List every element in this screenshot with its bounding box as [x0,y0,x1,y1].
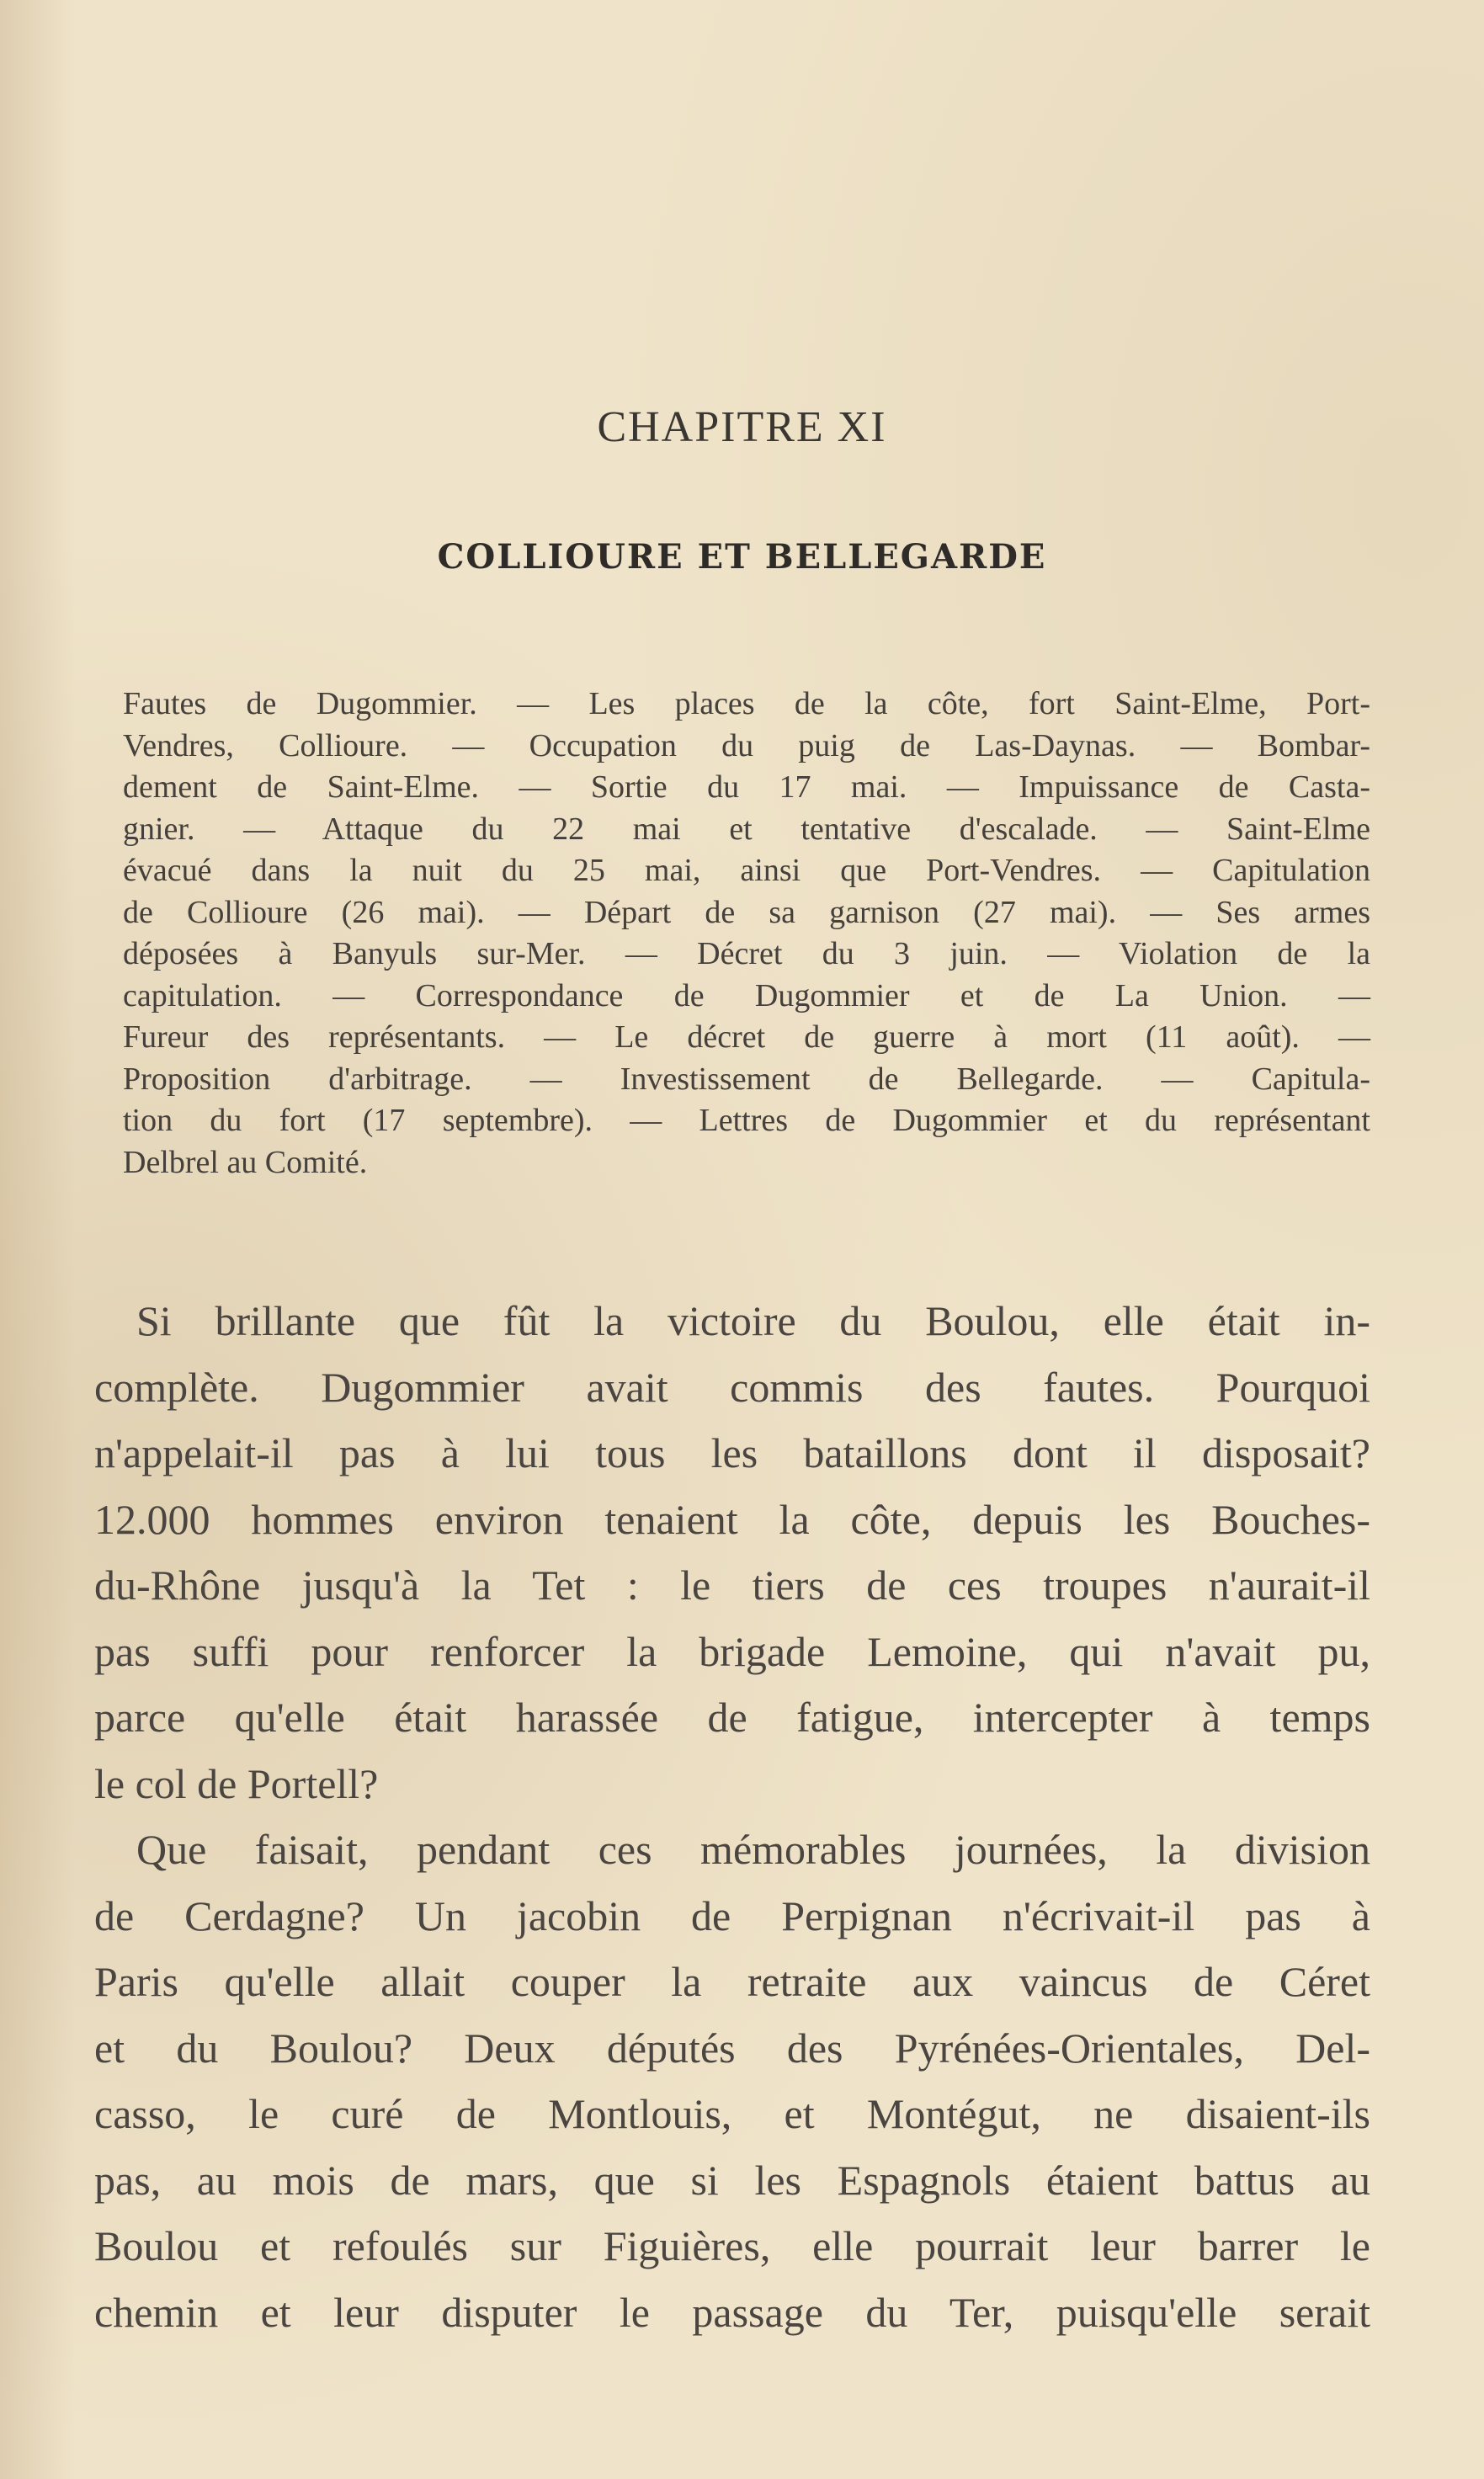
summary-line: déposées à Banyuls sur-Mer. — Décret du 3 juin. — Violation de la [123,936,1370,971]
body-line: le col de Portell? [94,1759,379,1807]
body-line: Boulou et refoulés sur Figuières, elle pourrait leur barrer le [94,2222,1370,2269]
body-line: pas, au mois de mars, que si les Espagnols étaient battus au [94,2156,1370,2204]
summary-line: capitulation. — Correspondance de Dugommier et de La Union. — [123,977,1370,1013]
body-line: n'appelait-il pas à lui tous les bataillons dont il disposait? [94,1429,1370,1476]
body-line: casso, le curé de Montlouis, et Montégut, ne disaient-ils [94,2090,1370,2137]
body-line: parce qu'elle était harassée de fatigue, intercepter à temps [94,1694,1370,1741]
summary-line: gnier. — Attaque du 22 mai et tentative d'escalade. — Saint-Elme [123,811,1370,847]
summary-line: évacué dans la nuit du 25 mai, ainsi que Port-Vendres. — Capitulation [123,853,1370,888]
summary-line: Fureur des représentants. — Le décret de guerre à mort (11 août). — [123,1019,1370,1055]
chapter-summary [123,684,1370,1184]
body-line: du-Rhône jusqu'à la Tet : le tiers de ces troupes n'aurait-il [94,1561,1370,1609]
body-line: 12.000 hommes environ tenaient la côte, depuis les Bouches- [94,1495,1370,1543]
summary-line: tion du fort (17 septembre). — Lettres de Dugommier et du représentant [123,1103,1370,1138]
summary-line: de Collioure (26 mai). — Départ de sa garnison (27 mai). — Ses armes [123,894,1370,930]
body-line: pas suffi pour renforcer la brigade Lemoine, qui n'avait pu, [94,1627,1370,1675]
body-line: complète. Dugommier avait commis des fautes. Pourquoi [94,1363,1370,1411]
body-line: de Cerdagne? Un jacobin de Perpignan n'écrivait-il pas à [94,1891,1370,1939]
body-line: Si brillante que fût la victoire du Boulou, elle était in- [136,1297,1370,1344]
body-line: chemin et leur disputer le passage du Ter, puisqu'elle serait [94,2288,1370,2336]
body-line: et du Boulou? Deux députés des Pyrénées-Orientales, Del- [94,2024,1370,2072]
summary-line: Vendres, Collioure. — Occupation du puig de Las-Daynas. — Bombar- [123,727,1370,763]
summary-line: dement de Saint-Elme. — Sortie du 17 mai. — Impuissance de Casta- [123,769,1370,805]
summary-line: Fautes de Dugommier. — Les places de la côte, fort Saint-Elme, Port- [123,686,1370,721]
summary-line: Delbrel au Comité. [123,1144,368,1180]
chapter-number: CHAPITRE XI [597,403,887,451]
body-text [94,1288,1370,2345]
body-line: Que faisait, pendant ces mémorables journées, la division [136,1826,1370,1873]
chapter-title: COLLIOURE ET BELLEGARDE [437,537,1047,577]
summary-line: Proposition d'arbitrage. — Investissement de Bellegarde. — Capitula- [123,1061,1370,1097]
body-line: Paris qu'elle allait couper la retraite aux vaincus de Céret [94,1958,1370,2005]
